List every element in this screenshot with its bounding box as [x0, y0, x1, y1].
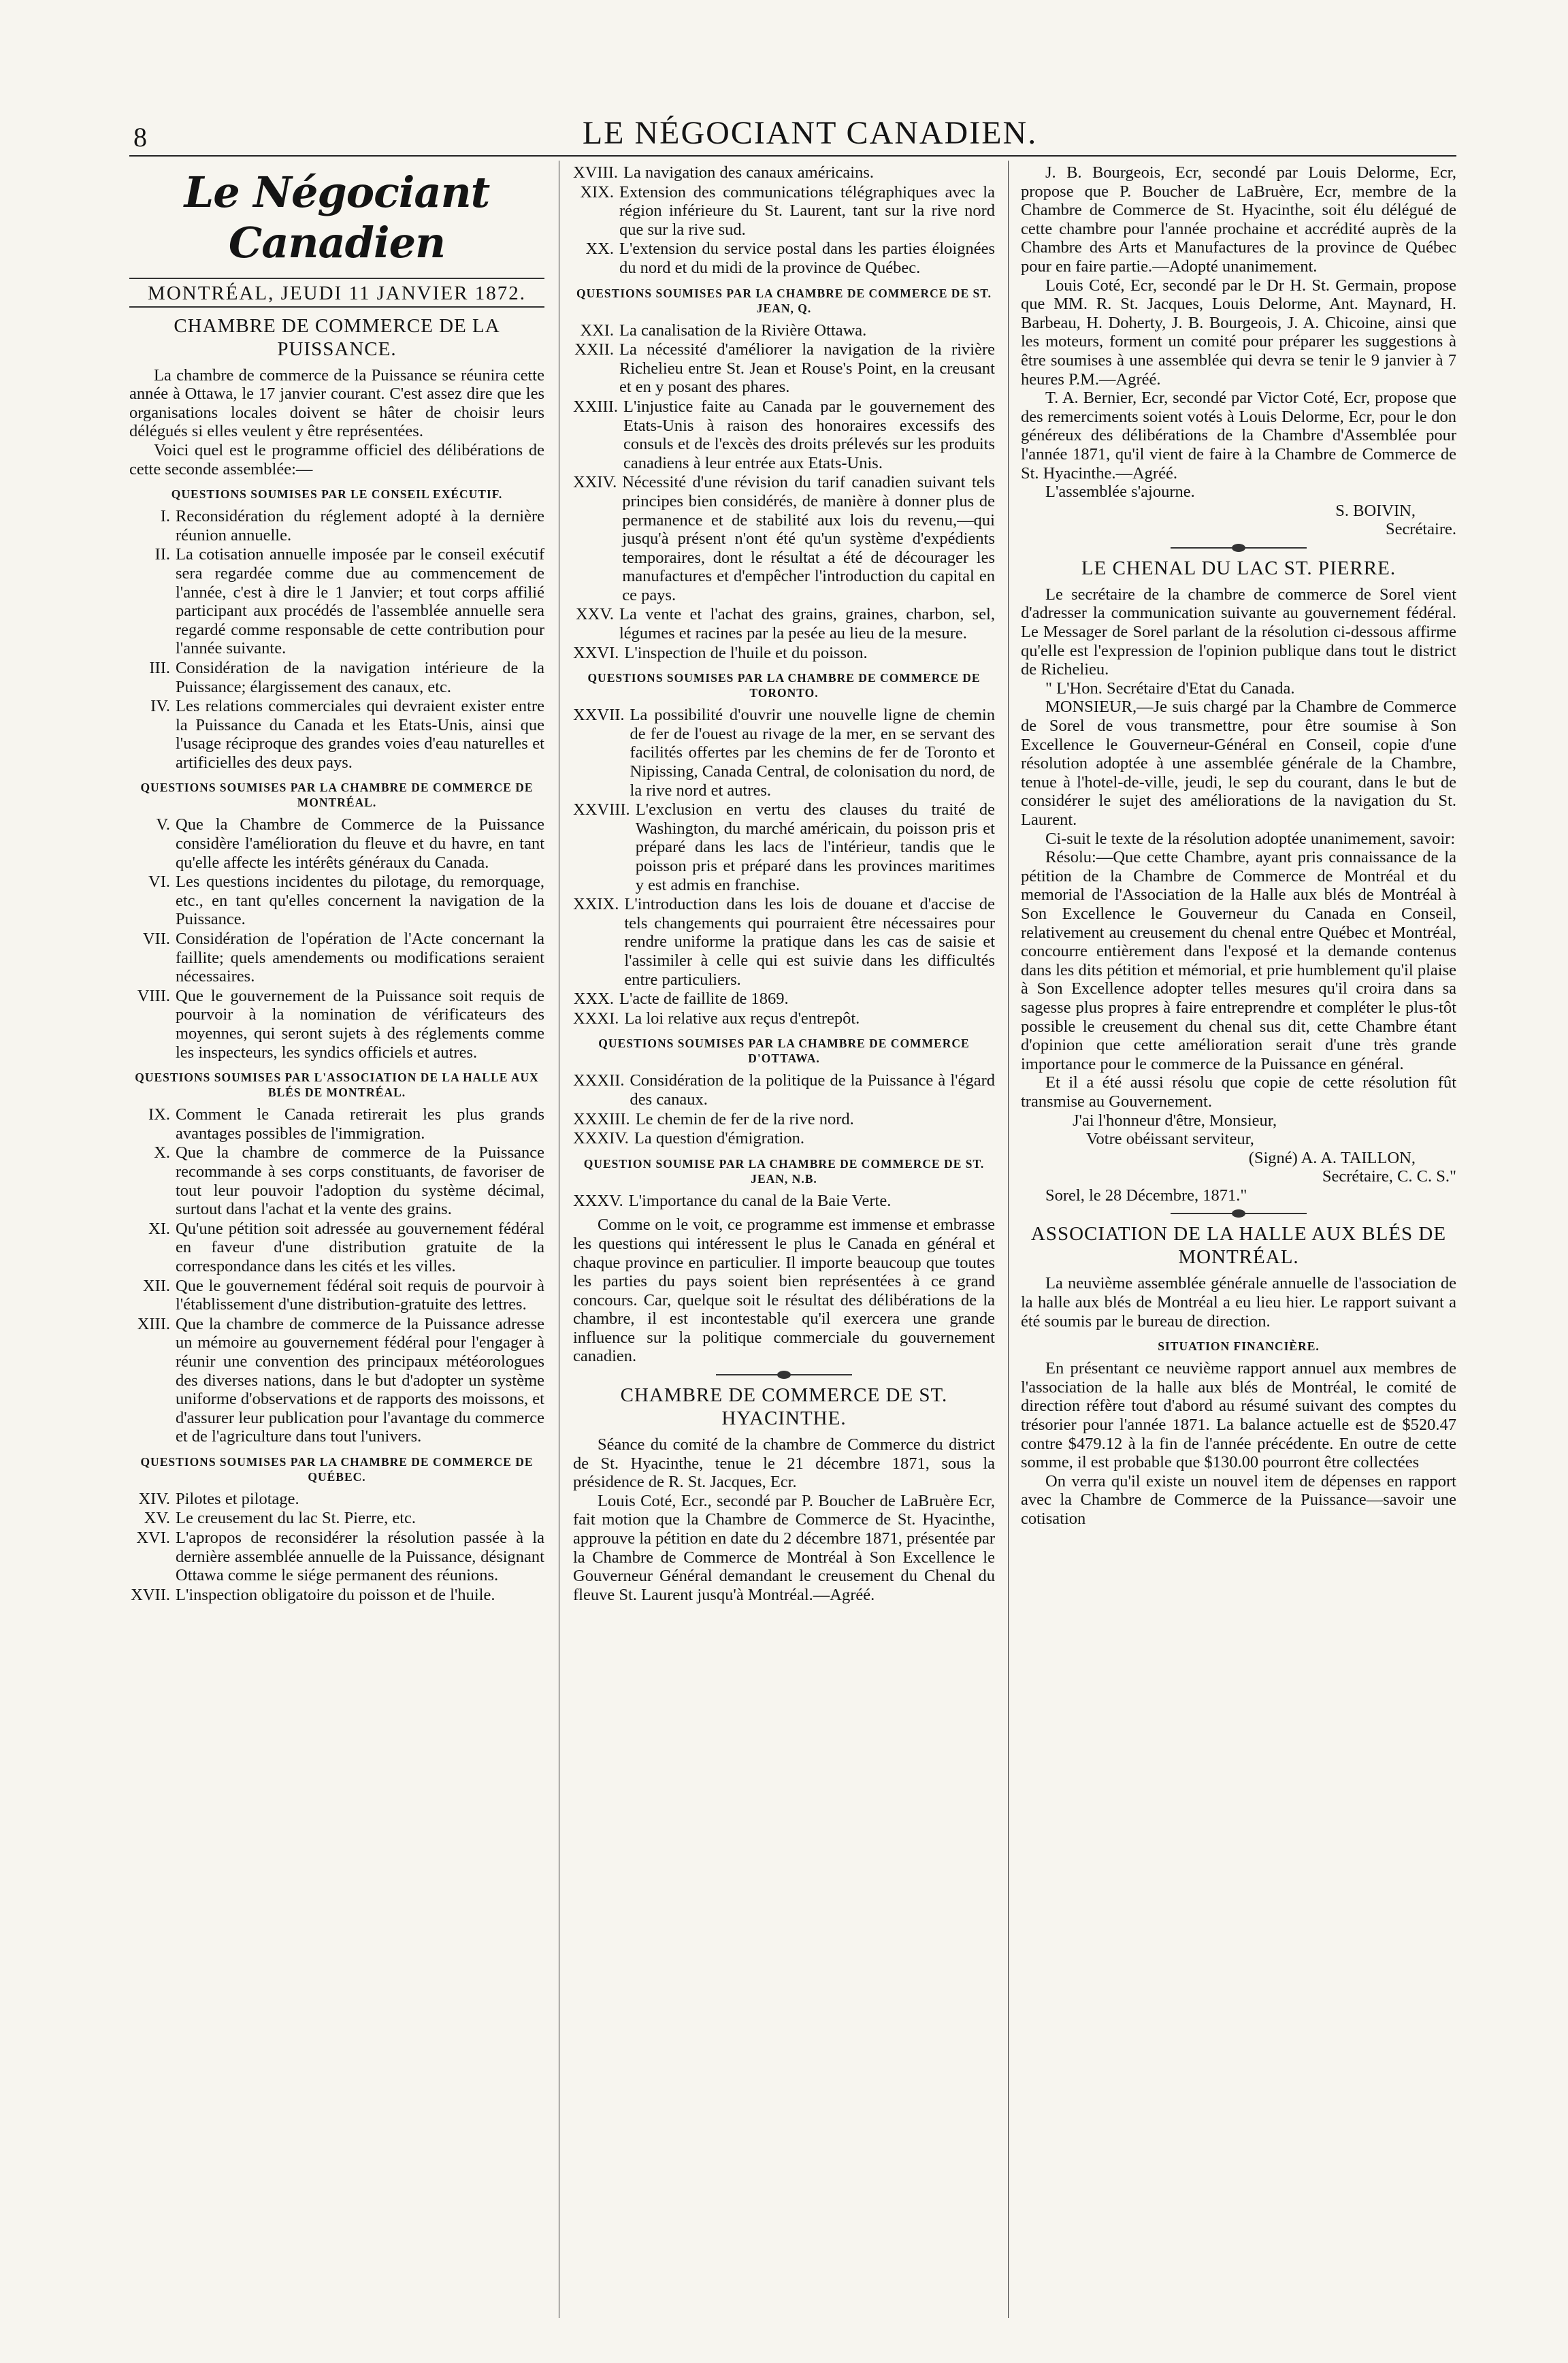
question-item: [573, 1009, 995, 1028]
header-rule: [129, 155, 1456, 157]
question-item: [129, 507, 544, 544]
question-text: La navigation des canaux américains.: [623, 163, 875, 182]
question-item: [573, 1129, 995, 1148]
article-title-st-hyacinthe: CHAMBRE DE COMMERCE DE ST. HYACINTHE.: [620, 1384, 948, 1430]
question-number: XXVI.: [573, 643, 619, 662]
intro-paragraph: La chambre de commerce de la Puissance se réunira cette année à Ottawa, le 17 janvier courant. C'est assez dire que les organisations locales doivent se hâter de choisir leurs délégués si elles veulent y être représentées.: [129, 365, 544, 441]
question-number: XXIII.: [573, 397, 618, 416]
question-item: [129, 987, 544, 1062]
question-item: [129, 1586, 544, 1605]
question-text: L'importance du canal de la Baie Verte.: [628, 1191, 892, 1210]
question-text: L'injustice faite au Canada par le gouvernement des Etats-Unis à raison des honoraires excessifs des consuls et de l'excès des droits prélevés sur les produits canadiens à leur entrée aux Etats-Unis.: [623, 397, 995, 472]
question-text: Pilotes et pilotage.: [176, 1489, 299, 1508]
section-heading: QUESTIONS SOUMISES PAR LA CHAMBRE DE COMMERCE DE ST. JEAN, Q.: [576, 286, 992, 315]
question-text: Les questions incidentes du pilotage, du remorquage, etc., en tant qu'elles concernent la navigation de la Puissance.: [176, 873, 544, 929]
question-item: [573, 240, 995, 277]
section-separator: [716, 1374, 852, 1375]
question-number: VII.: [142, 930, 170, 949]
question-item: [573, 321, 995, 340]
paragraph: En présentant ce neuvième rapport annuel aux membres de l'association de la halle aux blés de Montréal, le comité de direction réfère tout d'abord au résumé suivant des comptes du trésorier pour l'année 1871. La balance actuelle est de $520.47 contre $479.12 à la fin de l'année précédente. En outre de cette somme, il est probable que $130.00 pourront être collectées: [1021, 1359, 1456, 1472]
question-number: XIX.: [580, 182, 614, 201]
section-heading: QUESTIONS SOUMISES PAR LA CHAMBRE DE COMMERCE DE MONTRÉAL.: [140, 781, 534, 810]
letter-closing: Votre obéissant serviteur,: [1086, 1130, 1254, 1149]
question-text: Que le gouvernement de la Puissance soit requis de pourvoir à la nomination de vérificateurs des moyennes, qui seront sujets à des réglements comme les inspecteurs, les syndics officiels et autres.: [176, 986, 544, 1062]
question-text: L'acte de faillite de 1869.: [619, 990, 789, 1009]
question-text: La vente et l'achat des grains, graines, charbon, sel, légumes et racines par la pesée au lieu de la mesure.: [619, 605, 995, 643]
paragraph: MONSIEUR,—Je suis chargé par la Chambre de Commerce de Sorel de vous transmettre, pour être soumise à Son Excellence le Gouverneur-Général en Conseil, copie d'une résolution adoptée à une assemblée générale de la Chambre, tenue à l'hotel-de-ville, jeudi, le sep du courant, dans le but de considérer le sujet des améliorations de la navigation du St. Laurent.: [1021, 698, 1456, 829]
question-list: [129, 1105, 544, 1446]
question-number: XX.: [585, 240, 614, 259]
question-text: L'inspection obligatoire du poisson et de l'huile.: [176, 1585, 495, 1604]
question-item: [129, 1277, 544, 1314]
paragraph: Et il a été aussi résolu que copie de cette résolution fût transmise au Gouvernement.: [1021, 1073, 1456, 1111]
question-text: Le chemin de fer de la rive nord.: [635, 1109, 854, 1128]
question-item: [573, 895, 995, 989]
masthead: Le Négociant Canadien: [184, 167, 490, 267]
letter-signature-title: Secrétaire, C. C. S.": [1322, 1167, 1456, 1186]
question-number: IX.: [148, 1105, 170, 1124]
question-item: [573, 1110, 995, 1129]
question-item: [573, 183, 995, 240]
section-heading: QUESTION SOUMISE PAR LA CHAMBRE DE COMMERCE DE ST. JEAN, N.B.: [583, 1156, 985, 1186]
article-title-chambre-puissance: CHAMBRE DE COMMERCE DE LA PUISSANCE.: [174, 314, 500, 360]
question-list: [129, 507, 544, 772]
question-number: XXXI.: [573, 1009, 619, 1028]
question-item: [573, 644, 995, 663]
paragraph: Louis Coté, Ecr, secondé par le Dr H. St. Germain, propose que MM. R. St. Jacques, Louis Delorme, Ant. Maynard, H. Barbeau, H. Doherty, J. B. Bourgeois, J. A. Chicoine, ainsi que les moteurs, forment un comité pour préparer les suggestions à être soumises à une assemblée qui devra se tenir le 9 janvier à 7 heures P.M.—Agréé.: [1021, 276, 1456, 389]
letter-signature: (Signé) A. A. TAILLON,: [1248, 1148, 1416, 1167]
question-item: [573, 990, 995, 1009]
question-text: L'introduction dans les lois de douane et d'accise de tels changements qui pourraient être nécessaires pour rendre uniforme la pratique dans les cas de saisie et l'assimiler à celle qui est suivie dans les difficultés entre particuliers.: [624, 895, 995, 989]
question-text: L'exclusion en vertu des clauses du traité de Washington, du marché américain, du poisson pris et préparé dans les lacs de l'intérieur, tandis que le poisson pris et préparé dans les provinces maritimes y est admis en franchise.: [635, 800, 995, 894]
section-heading: QUESTIONS SOUMISES PAR LA CHAMBRE DE COMMERCE DE QUÉBEC.: [140, 1454, 534, 1484]
paragraph: L'assemblée s'ajourne.: [1045, 483, 1195, 502]
column-2: [573, 163, 995, 1604]
question-item: [129, 545, 544, 658]
question-number: XXXV.: [573, 1191, 623, 1210]
section-heading: QUESTIONS SOUMISES PAR LA CHAMBRE DE COMMERCE DE TORONTO.: [587, 671, 981, 700]
closing-paragraph: Comme on le voit, ce programme est immense et embrasse les questions qui intéressent le plus le Canada en général et chaque province en particulier. Il importe beaucoup que toutes les parties du pays soient bien représentées à ce grand concours. Car, quelque soit le résultat des délibérations de la chambre, il est incontestable qu'il exercera une grande influence sur la politique commerciale du gouvernement canadien.: [573, 1216, 995, 1366]
question-number: XI.: [148, 1219, 170, 1238]
question-text: L'inspection de l'huile et du poisson.: [624, 643, 868, 662]
question-number: XXXII.: [573, 1071, 625, 1090]
question-list: [129, 815, 544, 1062]
question-number: XXIV.: [573, 473, 617, 492]
paragraph: J. B. Bourgeois, Ecr, secondé par Louis Delorme, Ecr, propose que P. Boucher de LaBruère, Ecr, membre de la Chambre de Commerce de St. Hyacinthe, soit élu délégué de cette chambre pour l'année prochaine et accrédité auprès de la Chambre des Arts et Manufactures de la province de Québec pour en faire partie.—Adopté unanimement.: [1021, 163, 1456, 276]
question-item: [573, 706, 995, 800]
question-text: Considération de l'opération de l'Acte concernant la faillite; quels amendements ou modifications seraient nécessaires.: [176, 930, 544, 986]
question-item: [129, 697, 544, 772]
question-number: XV.: [144, 1509, 170, 1528]
question-text: L'apropos de reconsidérer la résolution passée à la dernière assemblée annuelle de la Puissance, désignant Ottawa comme le siége permanent des réunions.: [176, 1529, 544, 1585]
question-number: XXX.: [573, 990, 614, 1009]
question-text: Que la Chambre de Commerce de la Puissance considère l'amélioration du fleuve et du havre, en tant qu'elle affecte les intérêts généraux du Canada.: [176, 815, 544, 872]
question-item: [129, 1220, 544, 1276]
dateline: MONTRÉAL, JEUDI 11 JANVIER 1872.: [129, 278, 544, 308]
column-divider-2: [1008, 161, 1009, 2318]
question-item: [573, 1192, 995, 1211]
question-item: [129, 930, 544, 986]
paragraph: Séance du comité de la chambre de Commerce du district de St. Hyacinthe, tenue le 21 décembre 1871, sous la présidence de R. St. Jacques, Ecr.: [573, 1435, 995, 1492]
question-text: Que la chambre de commerce de la Puissance adresse un mémoire au gouvernement fédéral pour l'engager à réunir une convention des principaux météorologues des diverses nations, dans le but d'adopter un système uniforme d'observations et de rapports des moissons, et d'assurer leur publication pour l'avantage du commerce et de l'agriculture dans tout l'univers.: [176, 1314, 544, 1446]
question-text: Reconsidération du réglement adopté à la dernière réunion annuelle.: [176, 507, 544, 544]
question-item: [129, 1143, 544, 1218]
question-list: [573, 163, 995, 278]
question-list: [573, 1071, 995, 1147]
question-text: La question d'émigration.: [634, 1129, 804, 1148]
question-item: [129, 1315, 544, 1446]
question-number: V.: [156, 815, 170, 834]
question-text: Que la chambre de commerce de la Puissance recommande à ses corps constituants, de favoriser de tout leur pouvoir l'adoption du système décimal, surtout dans l'achat et la vente des grains.: [176, 1143, 544, 1219]
signature-title: Secrétaire.: [1385, 520, 1456, 539]
question-number: III.: [149, 658, 170, 677]
question-number: VI.: [148, 873, 170, 892]
section-heading: SITUATION FINANCIÈRE.: [1158, 1339, 1320, 1354]
question-number: XXIX.: [573, 895, 619, 914]
section-heading: QUESTIONS SOUMISES PAR LA CHAMBRE DE COMMERCE D'OTTAWA.: [598, 1037, 970, 1066]
question-list: [129, 1490, 544, 1605]
question-text: La possibilité d'ouvrir une nouvelle ligne de chemin de fer de l'ouest au rivage de la mer, en se servant des facilités offertes par les chemins de fer de Toronto et Nipissing, Canada Central, de colonisation du nord, de la rive nord et autres.: [630, 706, 995, 800]
question-number: XIV.: [138, 1489, 170, 1508]
question-text: La canalisation de la Rivière Ottawa.: [619, 321, 867, 340]
question-number: XXXIV.: [573, 1129, 629, 1148]
question-text: Extension des communications télégraphiques avec la région inférieure du St. Laurent, tant sur la rive nord que sur la rive sud.: [619, 182, 995, 239]
question-text: L'extension du service postal dans les parties éloignées du nord et du midi de la province de Québec.: [619, 240, 995, 277]
paragraph: La neuvième assemblée générale annuelle de l'association de la halle aux blés de Montréal a eu lieu hier. Le rapport suivant a été soumis par le bureau de direction.: [1021, 1274, 1456, 1331]
question-list: [573, 321, 995, 663]
question-item: [573, 605, 995, 642]
section-separator: [1171, 1213, 1307, 1214]
article-title-chenal: LE CHENAL DU LAC ST. PIERRE.: [1081, 557, 1396, 579]
question-number: XXII.: [574, 340, 614, 359]
question-number: XXI.: [580, 321, 614, 340]
question-item: [129, 1105, 544, 1143]
question-item: [573, 163, 995, 182]
question-number: XXXIII.: [573, 1109, 630, 1128]
question-number: XXVII.: [573, 706, 625, 725]
question-item: [573, 473, 995, 604]
question-number: IV.: [150, 697, 170, 716]
question-text: Considération de la navigation intérieure de la Puissance; élargissement des canaux, etc.: [176, 658, 544, 696]
question-item: [573, 397, 995, 472]
section-separator: [1171, 547, 1307, 549]
column-1: [129, 163, 544, 1605]
question-number: XII.: [142, 1276, 170, 1295]
question-text: La nécessité d'améliorer la navigation de la rivière Richelieu entre St. Jean et Rouse's Point, en la creusant et en y posant des phares.: [619, 340, 995, 397]
section-heading: QUESTIONS SOUMISES PAR L'ASSOCIATION DE LA HALLE AUX BLÉS DE MONTRÉAL.: [135, 1071, 539, 1100]
paragraph: On verra qu'il existe un nouvel item de dépenses en rapport avec la Chambre de Commerce de la Puissance—savoir une cotisation: [1021, 1471, 1456, 1528]
signature-name: S. BOIVIN,: [1335, 501, 1416, 520]
question-text: Considération de la politique de la Puissance à l'égard des canaux.: [630, 1071, 995, 1109]
article-title-halle-aux-bles: ASSOCIATION DE LA HALLE AUX BLÉS DE MONTRÉAL.: [1030, 1223, 1447, 1269]
question-number: XXVIII.: [573, 800, 630, 819]
question-number: XVII.: [131, 1585, 170, 1604]
question-text: Que le gouvernement fédéral soit requis de pourvoir à l'établissement d'une distribution-gratuite des lettres.: [176, 1276, 544, 1314]
question-text: Les relations commerciales qui devraient exister entre la Puissance du Canada et les Etats-Unis, ainsi que l'usage réciproque des grandes voies d'eau naturelles et artificielles des deux pays.: [176, 697, 544, 772]
paragraph: T. A. Bernier, Ecr, secondé par Victor Coté, Ecr, propose que des remerciments soient votés à Louis Delorme, Ecr, pour le don généreux des délibérations de la Chambre d'Assemblée pour l'année 1871, qu'il vient de faire à la Chambre de Commerce de St. Hyacinthe.—Agréé.: [1021, 389, 1456, 483]
question-number: I.: [160, 507, 170, 526]
page-number: 8: [133, 122, 147, 152]
paragraph: Le secrétaire de la chambre de commerce de Sorel vient d'adresser la communication suivante au gouvernement fédéral. Le Messager de Sorel parlant de la résolution ci-dessous affirme qu'elle est l'expression de l'opinion publique dans tout le district de Richelieu.: [1021, 585, 1456, 679]
question-list: [573, 706, 995, 1028]
question-number: VIII.: [137, 986, 170, 1005]
question-item: [573, 800, 995, 894]
paragraph: Louis Coté, Ecr., secondé par P. Boucher de LaBruère Ecr, fait motion que la Chambre de Commerce de St. Hyacinthe, approuve la pétition en date du 2 décembre 1871, présentée par la Chambre de Commerce de Montréal à Son Excellence le Gouverneur Général demandant le creusement du Chenal du fleuve St. Laurent jusqu'à Montréal.—Agréé.: [573, 1491, 995, 1604]
letter-closing: J'ai l'honneur d'être, Monsieur,: [1073, 1111, 1277, 1130]
question-text: Qu'une pétition soit adressée au gouvernement fédéral en faveur d'une distribution gratuite de la correspondance dans les cités et les villes.: [176, 1219, 544, 1275]
paragraph: " L'Hon. Secrétaire d'Etat du Canada.: [1045, 679, 1295, 698]
paragraph: Ci-suit le texte de la résolution adoptée unanimement, savoir:: [1045, 829, 1456, 848]
question-item: [573, 1071, 995, 1109]
question-text: Comment le Canada retirerait les plus grands avantages possibles de l'immigration.: [176, 1105, 544, 1143]
question-number: XVI.: [136, 1529, 170, 1548]
question-number: XXV.: [575, 605, 614, 624]
intro-paragraph: Voici quel est le programme officiel des délibérations de cette seconde assemblée:—: [129, 440, 544, 478]
question-item: [129, 659, 544, 696]
running-title: LE NÉGOCIANT CANADIEN.: [582, 115, 1038, 151]
question-item: [129, 873, 544, 929]
question-text: La cotisation annuelle imposée par le conseil exécutif sera regardée comme due au commencement de l'année, c'est à dire le 1 Janvier; et tout corps affilié participant aux procédés de l'assemblée annuelle sera regardé comme responsable de cette contribution pour l'année suivante.: [176, 545, 544, 658]
question-number: II.: [154, 545, 170, 564]
question-list: [573, 1192, 995, 1211]
question-number: X.: [154, 1143, 170, 1162]
question-item: [129, 1529, 544, 1585]
question-number: XIII.: [137, 1314, 170, 1333]
question-text: Nécessité d'une révision du tarif canadien suivant tels principes bien considérés, de manière à donner plus de permanence et de stabilité aux lois du revenu,—qui jusqu'à présent n'ont été qu'un système d'expédients temporaires, dont le résultat a été de décourager les manufactures et d'empêcher l'introduction du capital en ce pays.: [622, 473, 995, 604]
paragraph: Résolu:—Que cette Chambre, ayant pris connaissance de la pétition de la Chambre de Commerce de Montréal et du memorial de l'Association de la Halle aux blés de Montréal à Son Excellence le Gouverneur du Canada en Conseil, relativement au creusement du chenal entre Québec et Montréal, concourre entièrement dans l'exposé et la demande contenus dans les dits pétition et mémorial, et prie humblement qu'il plaise à Son Excellence adopter telles mesures qu'il croira dans sa sagesse plus propres à faire entreprendre et compléter le plus-tôt possible le creusement du chenal sus dit, cette Chambre étant d'opinion que cette amélioration serait d'une très grande importance pour le commerce de la Puissance en général.: [1021, 848, 1456, 1073]
question-number: XVIII.: [573, 163, 618, 182]
question-item: [573, 340, 995, 397]
question-text: La loi relative aux reçus d'entrepôt.: [624, 1009, 860, 1028]
section-heading: QUESTIONS SOUMISES PAR LE CONSEIL EXÉCUTIF.: [171, 487, 503, 502]
question-text: Le creusement du lac St. Pierre, etc.: [176, 1509, 416, 1528]
question-item: [129, 815, 544, 872]
column-3: [1021, 163, 1456, 1529]
question-item: [129, 1490, 544, 1509]
question-item: [129, 1509, 544, 1528]
letter-date: Sorel, le 28 Décembre, 1871.": [1045, 1186, 1247, 1205]
